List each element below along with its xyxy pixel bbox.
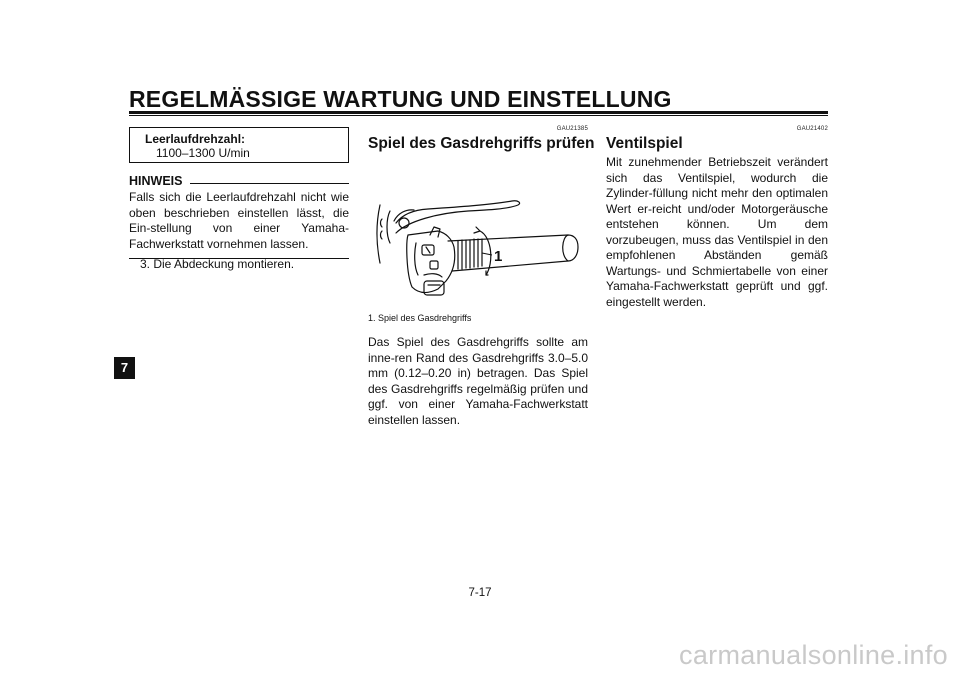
- step-item: 3. Die Abdeckung montieren.: [140, 257, 295, 271]
- page-title: REGELMÄSSIGE WARTUNG UND EINSTELLUNG: [129, 86, 672, 112]
- note-text: Falls sich die Leerlaufdrehzahl nicht wie oben beschrieben einstellen lässt, die Ein-stellung von einer Yamaha-Fachwerkstatt vornehmen lassen.: [129, 190, 349, 251]
- throttle-grip-illustration: [368, 163, 588, 303]
- section-code: GAU21402: [796, 126, 828, 132]
- section-code: GAU21385: [556, 126, 588, 132]
- spec-label: Leerlaufdrehzahl:: [145, 132, 246, 146]
- chapter-tab: 7: [114, 357, 135, 379]
- header-rule-thin: [129, 115, 828, 116]
- note-block: [129, 174, 349, 259]
- header-rule: [129, 111, 828, 114]
- spec-box: [129, 127, 349, 163]
- note-heading: HINWEIS: [129, 174, 183, 188]
- figure-caption: 1. Spiel des Gasdrehgriffs: [368, 313, 472, 323]
- watermark: carmanualsonline.info: [679, 640, 948, 670]
- section-heading: Spiel des Gasdrehgriffs prüfen: [368, 135, 595, 152]
- throttle-section: [368, 126, 595, 428]
- section-text: Mit zunehmender Betriebszeit verändert sich das Ventilspiel, wodurch die Zylinder-füllung nicht mehr den optimalen Wert er-reicht und/oder Motorgeräusche entstehen können. Um dem vorzubeugen, muss das Ventilspiel in den empfohlenen Abständen gemäß Wartungs- und Schmiertabelle von einer Yamaha-Fachwerkstatt geprüft und ggf. eingestellt werden.: [606, 155, 828, 309]
- spec-value: 1100–1300 U/min: [156, 146, 250, 160]
- figure-callout: 1: [494, 248, 503, 265]
- section-heading: Ventilspiel: [606, 135, 683, 152]
- note-heading-rule: [190, 183, 349, 184]
- page-number: 7-17: [468, 587, 492, 599]
- section-text: Das Spiel des Gasdrehgriffs sollte am inne-ren Rand des Gasdrehgriffs 3.0–5.0 mm (0.12–0.20 in) betragen. Das Spiel des Gasdrehgriffs regelmäßig prüfen und ggf. von einer Yamaha-Fachwerkstatt einstellen lassen.: [368, 335, 588, 427]
- valve-section: [606, 126, 828, 310]
- note-heading-row: [129, 174, 349, 188]
- handlebar-drawing: [368, 163, 588, 303]
